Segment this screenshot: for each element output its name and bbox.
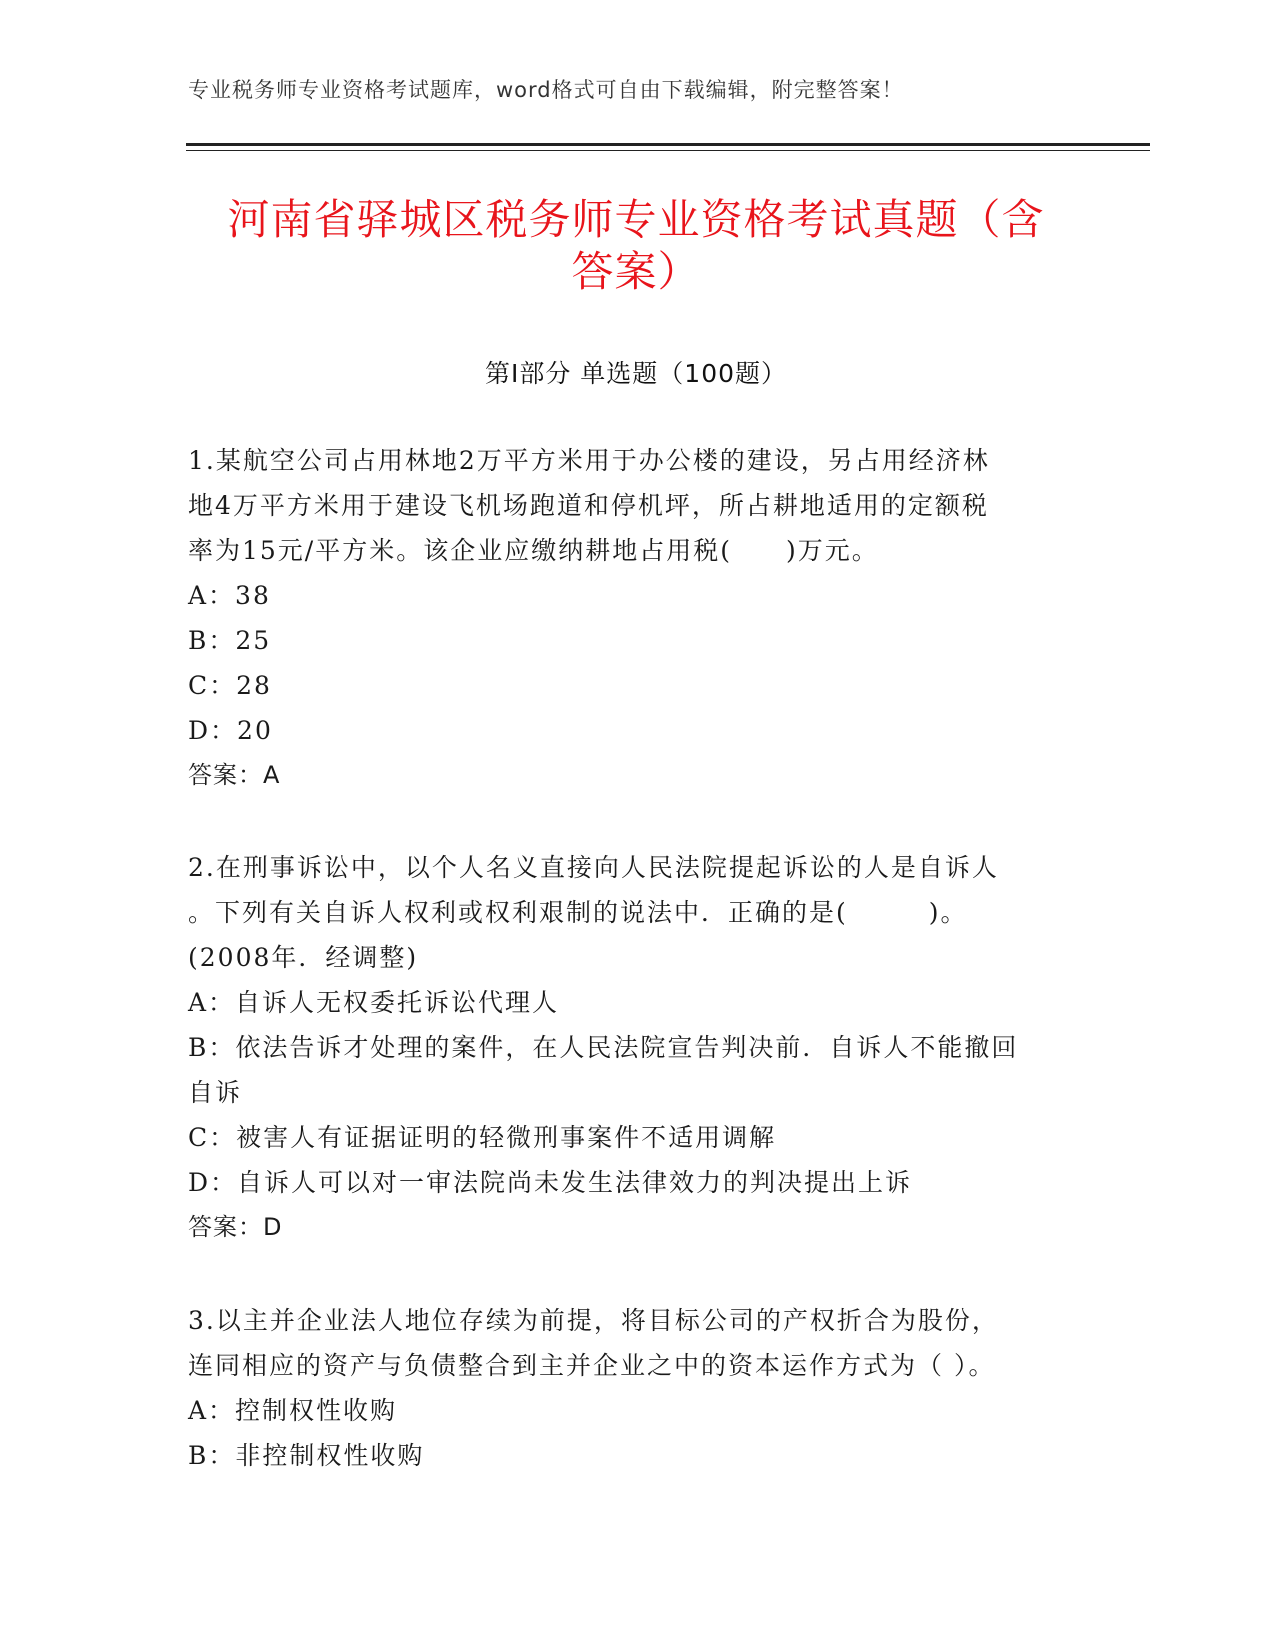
question-stem-line: 连同相应的资产与负债整合到主并企业之中的资本运作方式为（ ）。 [188, 1351, 996, 1380]
section-title: 第Ⅰ部分 单选题（100题） [484, 359, 788, 388]
option-a: A：控制权性收购 [188, 1396, 398, 1425]
document-title-line-2: 答案） [571, 247, 701, 296]
option-c: C：28 [188, 671, 272, 700]
option-c: C：被害人有证据证明的轻微刑事案件不适用调解 [188, 1123, 777, 1152]
question-stem-line: 地4万平方米用于建设飞机场跑道和停机坪，所占耕地适用的定额税 [188, 491, 989, 520]
option-b: B：依法告诉才处理的案件，在人民法院宣告判决前．自诉人不能撤回 [188, 1033, 1019, 1062]
answer-label: 答案：A [188, 761, 281, 789]
question-stem-line: 1.某航空公司占用林地2万平方米用于办公楼的建设，另占用经济林 [188, 446, 990, 475]
header-note: 专业税务师专业资格考试题库，word格式可自由下载编辑，附完整答案！ [188, 78, 904, 102]
question-stem-line: 2.在刑事诉讼中，以个人名义直接向人民法院提起诉讼的人是自诉人 [188, 853, 999, 882]
option-a: A：自诉人无权委托诉讼代理人 [188, 988, 560, 1017]
question-2 [188, 845, 1068, 1250]
question-3 [188, 1298, 1068, 1478]
question-stem-line: (2008年．经调整) [188, 943, 419, 972]
option-d: D：自诉人可以对一审法院尚未发生法律效力的判决提出上诉 [188, 1168, 913, 1197]
question-stem-line: 。下列有关自诉人权利或权利艰制的说法中．正确的是( )。 [188, 898, 968, 927]
answer-label: 答案：D [188, 1213, 283, 1241]
header-rule-thick [186, 143, 1150, 146]
option-b: B：25 [188, 626, 272, 655]
question-stem-line: 3.以主并企业法人地位存续为前提，将目标公司的产权折合为股份， [188, 1306, 999, 1335]
option-d: D：20 [188, 716, 273, 745]
option-a: A：38 [188, 581, 271, 610]
header-rule-thin [186, 150, 1150, 151]
question-stem-line: 率为15元/平方米。该企业应缴纳耕地占用税( )万元。 [188, 536, 879, 565]
document-title-line-1: 河南省驿城区税务师专业资格考试真题（含 [227, 195, 1045, 244]
question-1 [188, 438, 1068, 798]
document-title [186, 194, 1086, 298]
option-b-continued: 自诉 [188, 1078, 243, 1107]
option-b: B：非控制权性收购 [188, 1441, 425, 1470]
